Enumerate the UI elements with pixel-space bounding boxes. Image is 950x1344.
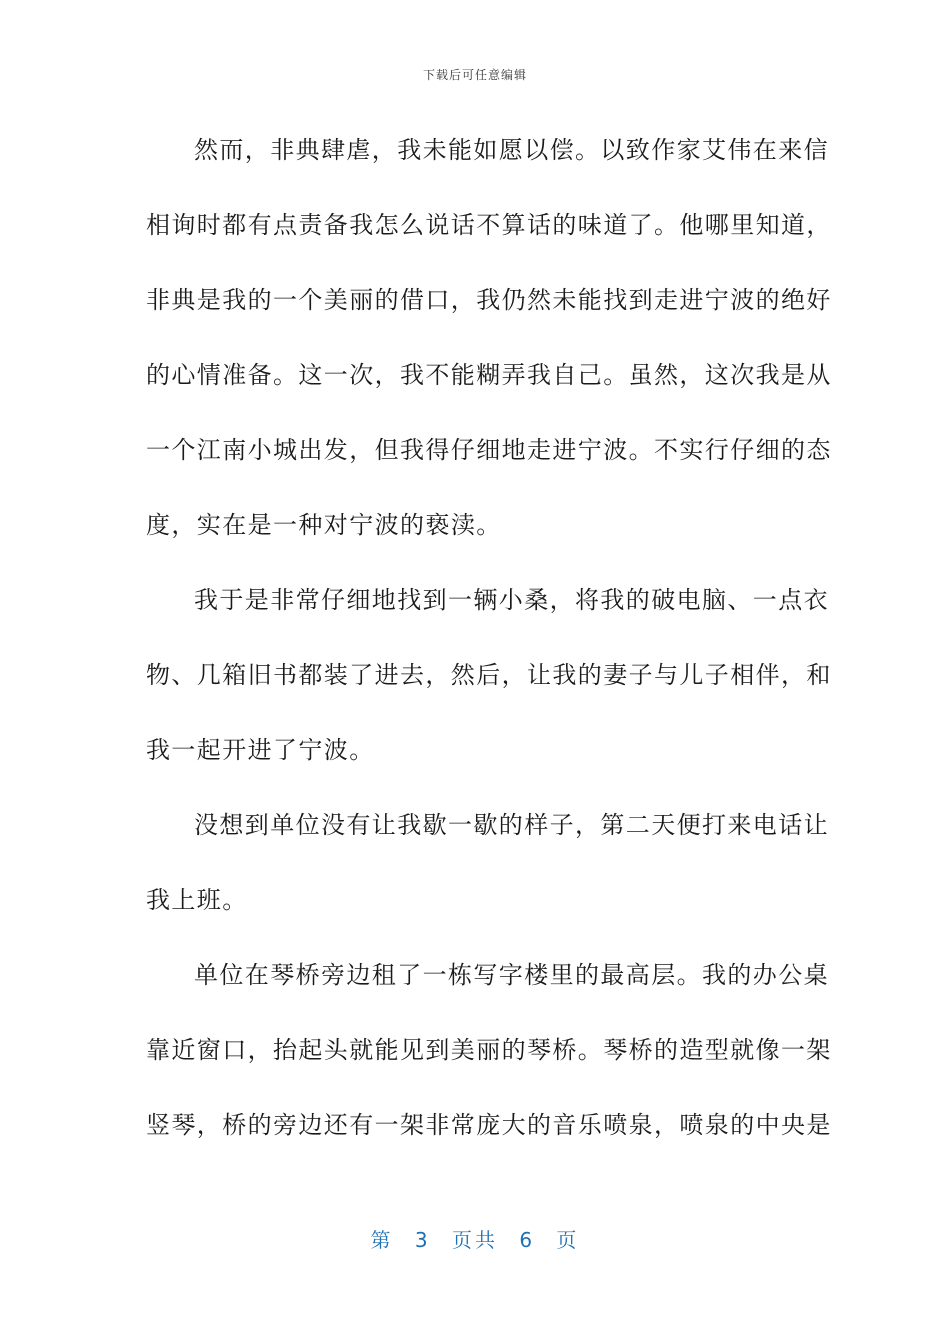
text-line: 我上班。 [146, 886, 248, 914]
page-number: 第 3 页共 6 页 [370, 1228, 580, 1252]
text-line: 我一起开进了宁波。 [146, 736, 375, 764]
text-line: 的心情准备。这一次，我不能糊弄我自己。虽然，这次我是从 [146, 361, 832, 389]
text-line: 靠近窗口，抬起头就能见到美丽的琴桥。琴桥的造型就像一架 [146, 1036, 832, 1064]
text-line: 竖琴，桥的旁边还有一架非常庞大的音乐喷泉，喷泉的中央是 [146, 1111, 832, 1139]
text-line: 非典是我的一个美丽的借口，我仍然未能找到走进宁波的绝好 [146, 286, 832, 314]
text-line: 没想到单位没有让我歇一歇的样子，第二天便打来电话让 [194, 811, 829, 839]
text-line: 相询时都有点责备我怎么说话不算话的味道了。他哪里知道， [146, 211, 832, 239]
text-line: 物、几箱旧书都装了进去，然后，让我的妻子与儿子相伴，和 [146, 661, 832, 689]
text-line: 度，实在是一种对宁波的亵渎。 [146, 511, 502, 539]
document-body [146, 110, 832, 1160]
text-line: 一个江南小城出发，但我得仔细地走进宁波。不实行仔细的态 [146, 436, 832, 464]
text-line: 单位在琴桥旁边租了一栋写字楼里的最高层。我的办公桌 [194, 961, 829, 989]
header-note: 下载后可任意编辑 [422, 68, 527, 82]
text-line: 然而，非典肆虐，我未能如愿以偿。以致作家艾伟在来信 [194, 136, 829, 164]
text-line: 我于是非常仔细地找到一辆小桑，将我的破电脑、一点衣 [194, 586, 829, 614]
